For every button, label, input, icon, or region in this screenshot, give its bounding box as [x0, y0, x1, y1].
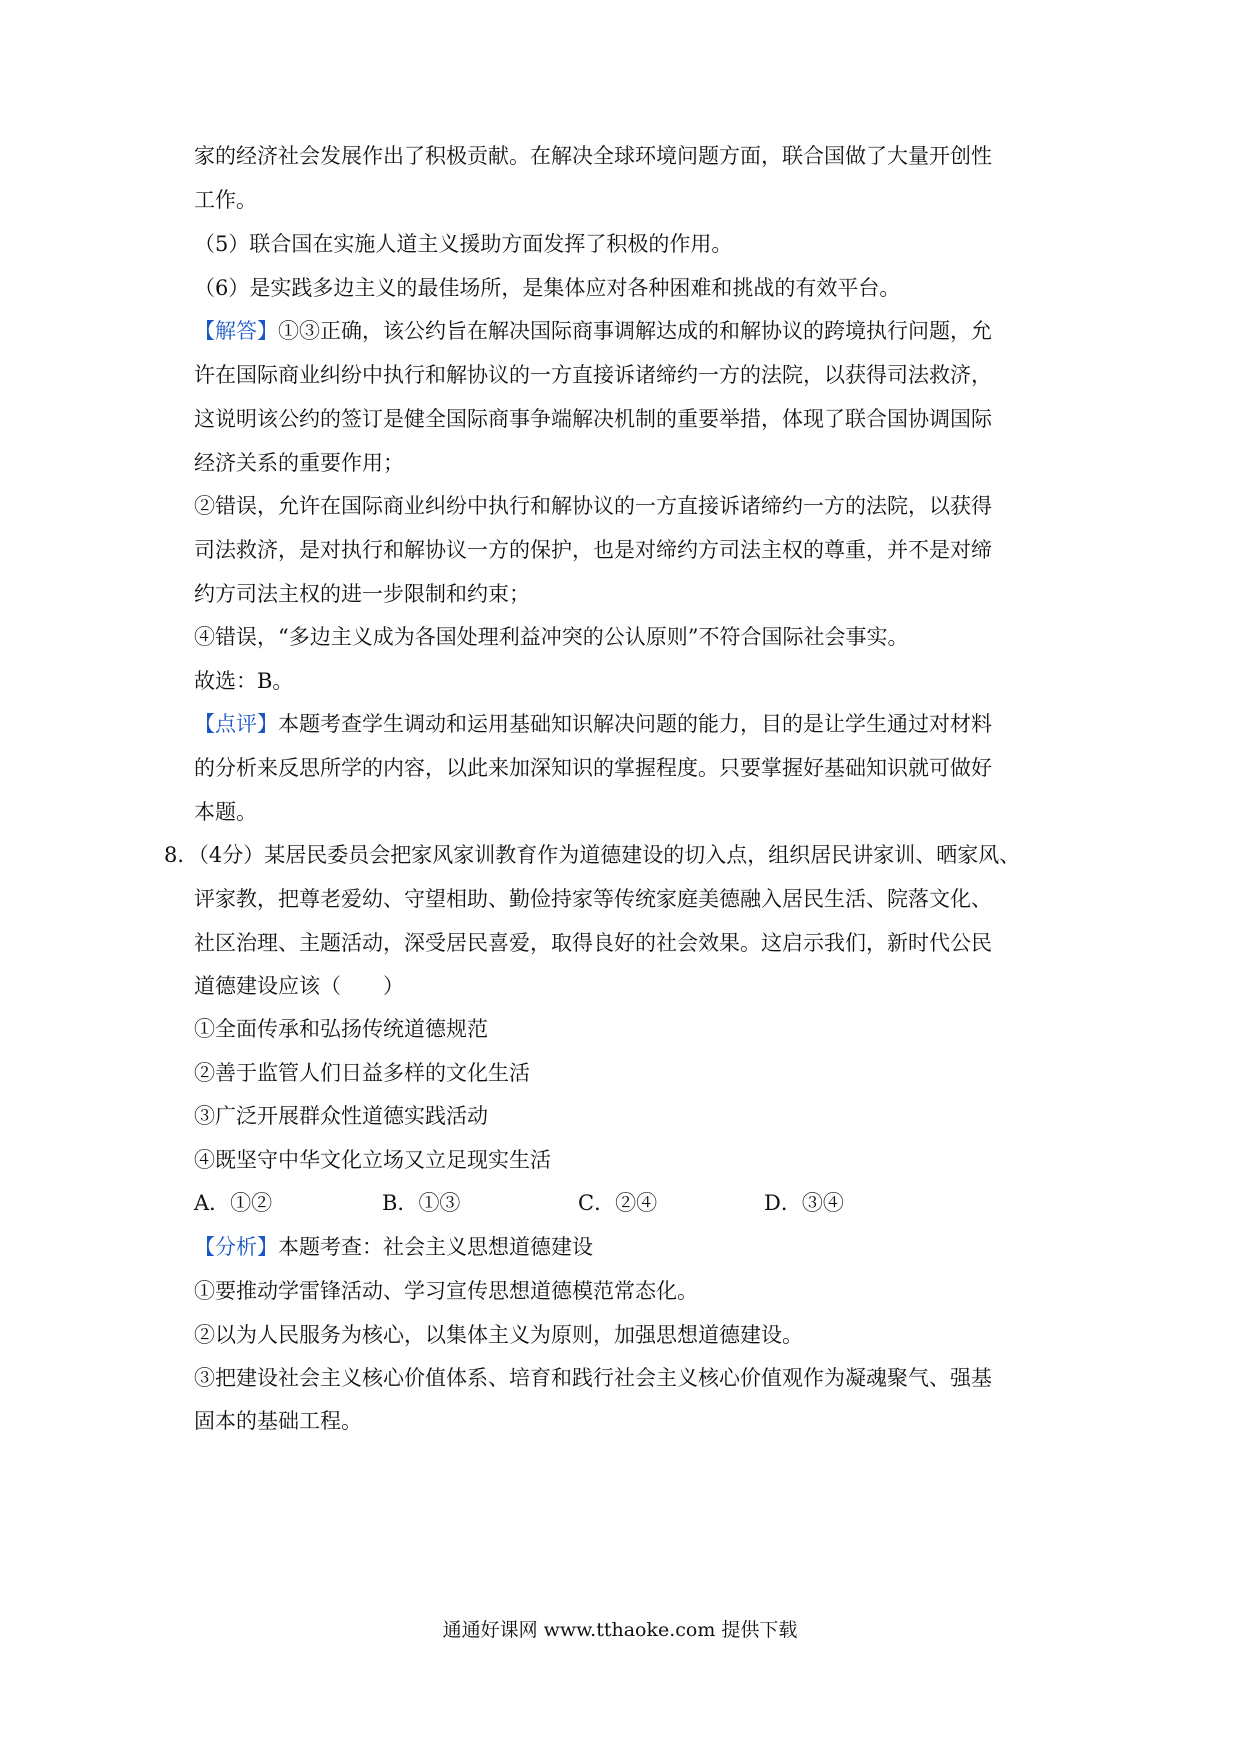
answer-label: 【解答】 [194, 319, 278, 343]
answer-text: ①③正确，该公约旨在解决国际商事调解达成的和解协议的跨境执行问题，允 [278, 319, 992, 343]
statement: ③广泛开展群众性道德实践活动 [194, 1104, 488, 1128]
option-d [764, 1188, 844, 1218]
text-line: 的分析来反思所学的内容，以此来加深知识的掌握程度。只要掌握好基础知识就可做好 [194, 756, 992, 780]
text-line: ②错误，允许在国际商业纠纷中执行和解协议的一方直接诉诸缔约一方的法院，以获得 [194, 494, 992, 518]
text-line: 社区治理、主题活动，深受居民喜爱，取得良好的社会效果。这启示我们，新时代公民 [194, 931, 992, 955]
text-line: 家的经济社会发展作出了积极贡献。在解决全球环境问题方面，联合国做了大量开创性 [194, 144, 992, 168]
question-line [164, 840, 1020, 870]
text-line: 道德建设应该（ ） [194, 974, 404, 998]
text-line: ②以为人民服务为核心，以集体主义为原则，加强思想道德建设。 [194, 1323, 803, 1347]
statement: ①全面传承和弘扬传统道德规范 [194, 1017, 488, 1041]
text-line: 许在国际商业纠纷中执行和解协议的一方直接诉诸缔约一方的法院，以获得司法救济， [194, 363, 992, 387]
option-key: C． [578, 1191, 616, 1215]
option-key: D． [764, 1191, 802, 1215]
analysis-line [194, 1232, 593, 1262]
text-line: 故选：B。 [194, 669, 294, 693]
option-value: ③④ [801, 1191, 844, 1215]
text-line: 工作。 [194, 188, 257, 212]
text-line: ④错误，“多边主义成为各国处理利益冲突的公认原则”不符合国际社会事实。 [194, 625, 909, 649]
review-line [194, 709, 992, 739]
review-label: 【点评】 [194, 712, 278, 736]
text-line: ①要推动学雷锋活动、学习宣传思想道德模范常态化。 [194, 1279, 698, 1303]
option-key: B． [382, 1191, 419, 1215]
analysis-text: 本题考查：社会主义思想道德建设 [278, 1235, 593, 1259]
text-line: 固本的基础工程。 [194, 1409, 362, 1433]
review-text: 本题考查学生调动和运用基础知识解决问题的能力，目的是让学生通过对材料 [278, 712, 992, 736]
option-key: A． [194, 1191, 231, 1215]
text-line: 评家教，把尊老爱幼、守望相助、勤俭持家等传统家庭美德融入居民生活、院落文化、 [194, 887, 992, 911]
text-line: 本题。 [194, 800, 257, 824]
text-line: 这说明该公约的签订是健全国际商事争端解决机制的重要举措，体现了联合国协调国际 [194, 407, 992, 431]
page-footer: 通通好课网 www.tthaoke.com 提供下载 [442, 1619, 798, 1641]
statement: ②善于监管人们日益多样的文化生活 [194, 1061, 530, 1085]
text-line: ③把建设社会主义核心价值体系、培育和践行社会主义核心价值观作为凝魂聚气、强基 [194, 1366, 992, 1390]
statement: ④既坚守中华文化立场又立足现实生活 [194, 1148, 551, 1172]
option-value: ①② [230, 1191, 273, 1215]
text-line: 经济关系的重要作用； [194, 451, 404, 475]
answer-line [194, 316, 992, 346]
text-line: （6）是实践多边主义的最佳场所，是集体应对各种困难和挑战的有效平台。 [194, 276, 901, 300]
question-text: （4分）某居民委员会把家风家训教育作为道德建设的切入点，组织居民讲家训、晒家风、 [198, 843, 1021, 867]
text-line: 约方司法主权的进一步限制和约束； [194, 582, 530, 606]
option-value: ①③ [418, 1191, 461, 1215]
option-c [578, 1188, 657, 1218]
option-value: ②④ [615, 1191, 658, 1215]
text-line: 司法救济，是对执行和解协议一方的保护，也是对缔约方司法主权的尊重，并不是对缔 [194, 538, 992, 562]
question-number: 8． [164, 843, 199, 867]
option-a [194, 1188, 272, 1218]
analysis-label: 【分析】 [194, 1235, 278, 1259]
option-b [382, 1188, 460, 1218]
text-line: （5）联合国在实施人道主义援助方面发挥了积极的作用。 [194, 232, 733, 256]
